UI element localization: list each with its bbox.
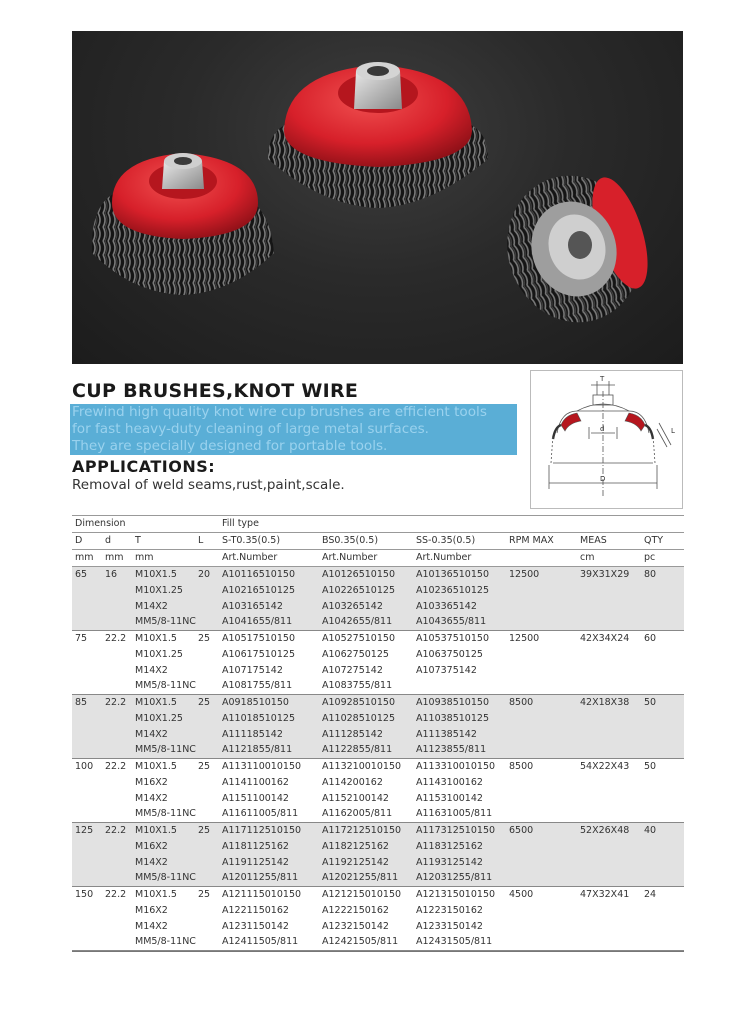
cell-ss: A121315010150 (416, 889, 496, 900)
table-row (72, 870, 684, 886)
table-row (72, 695, 684, 711)
cell-bs: A121215010150 (322, 889, 402, 900)
cell-D: 125 (75, 825, 94, 836)
cell-ss: A10236510125 (416, 584, 489, 596)
cell-ss: A1223150162 (416, 904, 483, 916)
cell-bs: A12421505/811 (322, 936, 399, 948)
cell-T: M16X2 (135, 840, 168, 852)
cell-s: A1121855/811 (222, 744, 293, 756)
table-header-row (72, 533, 684, 550)
table-row (72, 791, 684, 807)
table-row (72, 806, 684, 822)
table-header-row (72, 516, 684, 533)
description-line: They are specially designed for portable tools. (72, 438, 388, 454)
table-row-group (72, 887, 684, 951)
cell-bs: A10226510125 (322, 584, 395, 596)
cell-bs: A1122855/811 (322, 744, 393, 756)
cup-brush-right (488, 158, 659, 340)
cell-rpm: 8500 (509, 697, 534, 708)
cell-ss: A107375142 (416, 664, 477, 676)
cell-rpm: 6500 (509, 825, 534, 836)
cell-s: A10116510150 (222, 569, 295, 580)
cell-T: MM5/8-11NC (135, 616, 196, 628)
cell-s: A0918510150 (222, 697, 289, 708)
product-title: CUP BRUSHES,KNOT WIRE (72, 380, 359, 402)
cell-bs: A1062750125 (322, 648, 389, 660)
cell-meas: 39X31X29 (580, 569, 630, 580)
unit-s: Art.Number (222, 552, 278, 563)
unit-T: mm (135, 552, 154, 563)
cell-bs: A117212510150 (322, 825, 402, 836)
cell-qty: 24 (644, 889, 657, 900)
cell-T: M10X1.25 (135, 712, 183, 724)
product-photo (72, 31, 683, 364)
table-row (72, 775, 684, 791)
cell-bs: A1182125162 (322, 840, 389, 852)
cell-d: 22.2 (105, 761, 127, 772)
table-row (72, 614, 684, 630)
cell-s: A10216510125 (222, 584, 295, 596)
cell-T: M10X1.5 (135, 633, 177, 644)
header-meas: MEAS (580, 535, 607, 546)
cell-T: M16X2 (135, 776, 168, 788)
cell-d: 22.2 (105, 825, 127, 836)
cell-D: 150 (75, 889, 94, 900)
cell-meas: 42X18X38 (580, 697, 630, 708)
table-row (72, 583, 684, 599)
cell-s: A1231150142 (222, 920, 289, 932)
cell-ss: A10938510150 (416, 697, 489, 708)
cell-s: A10617510125 (222, 648, 295, 660)
cell-bs: A107275142 (322, 664, 383, 676)
product-description (72, 404, 532, 455)
cup-brush-left (92, 153, 274, 295)
diagram-label-D: D (600, 475, 606, 483)
table-row (72, 567, 684, 583)
cell-rpm: 4500 (509, 889, 534, 900)
cell-D: 75 (75, 633, 88, 644)
cell-qty: 40 (644, 825, 657, 836)
cell-L: 20 (198, 569, 211, 580)
cell-bs: A1042655/811 (322, 616, 393, 628)
cell-T: M14X2 (135, 856, 168, 868)
cell-D: 65 (75, 569, 88, 580)
cell-s: A11611005/811 (222, 808, 299, 820)
cell-qty: 80 (644, 569, 657, 580)
cell-s: A1041655/811 (222, 616, 293, 628)
cell-ss: A1183125162 (416, 840, 483, 852)
cell-d: 22.2 (105, 697, 127, 708)
description-line: Frewind high quality knot wire cup brushes are efficient tools (72, 404, 487, 420)
cell-T: M14X2 (135, 792, 168, 804)
unit-qty: pc (644, 552, 656, 563)
cell-T: MM5/8-11NC (135, 744, 196, 756)
cell-meas: 47X32X41 (580, 889, 630, 900)
cell-s: A107175142 (222, 664, 283, 676)
cell-s: A1081755/811 (222, 680, 293, 692)
cell-meas: 52X26X48 (580, 825, 630, 836)
cell-ss: A11631005/811 (416, 808, 493, 820)
cell-ss: A1043655/811 (416, 616, 487, 628)
diagram-label-d: d (600, 425, 605, 433)
cell-L: 25 (198, 825, 211, 836)
cell-bs: A1232150142 (322, 920, 389, 932)
table-row (72, 647, 684, 663)
cell-qty: 50 (644, 761, 657, 772)
table-row (72, 919, 684, 935)
cell-s: A11018510125 (222, 712, 295, 724)
cell-bs: A10928510150 (322, 697, 395, 708)
header-T: T (135, 535, 141, 546)
cup-brush-center (268, 62, 488, 208)
cell-T: M14X2 (135, 600, 168, 612)
cell-s: A121115010150 (222, 889, 302, 900)
unit-ss: Art.Number (416, 552, 472, 563)
header-qty: QTY (644, 535, 664, 546)
header-ss: SS-0.35(0.5) (416, 535, 476, 546)
unit-D: mm (75, 552, 94, 563)
cup-brush-dimension-drawing (531, 371, 682, 508)
cell-ss: A10136510150 (416, 569, 489, 580)
table-row (72, 711, 684, 727)
cell-rpm: 12500 (509, 633, 540, 644)
cell-bs: A1083755/811 (322, 680, 393, 692)
cell-T: M10X1.25 (135, 648, 183, 660)
table-row (72, 742, 684, 758)
table-header-row (72, 550, 684, 567)
header-fill-type: Fill type (222, 518, 259, 529)
cell-s: A111185142 (222, 728, 283, 740)
table-row-group (72, 823, 684, 887)
cell-L: 25 (198, 761, 211, 772)
cell-ss: A10537510150 (416, 633, 489, 644)
cell-L: 25 (198, 889, 211, 900)
cell-T: M10X1.5 (135, 697, 177, 708)
header-d: d (105, 535, 112, 546)
cell-ss: A117312510150 (416, 825, 496, 836)
cell-rpm: 8500 (509, 761, 534, 772)
table-row (72, 887, 684, 903)
cell-s: A12011255/811 (222, 872, 299, 884)
cell-ss: A113310010150 (416, 761, 496, 772)
cell-s: A103165142 (222, 600, 283, 612)
table-row (72, 663, 684, 679)
table-body (72, 567, 684, 951)
cell-meas: 42X34X24 (580, 633, 630, 644)
diagram-label-T: T (600, 375, 605, 383)
cell-ss: A12031255/811 (416, 872, 493, 884)
unit-bs: Art.Number (322, 552, 378, 563)
header-s: S-T0.35(0.5) (222, 535, 281, 546)
table-row (72, 678, 684, 694)
table-row (72, 855, 684, 871)
cell-bs: A1222150162 (322, 904, 389, 916)
cell-s: A1151100142 (222, 792, 289, 804)
header-D: D (75, 535, 83, 546)
cell-T: M14X2 (135, 664, 168, 676)
header-bs: BS0.35(0.5) (322, 535, 379, 546)
cell-L: 25 (198, 633, 211, 644)
cell-bs: A1152100142 (322, 792, 389, 804)
applications-text: Removal of weld seams,rust,paint,scale. (72, 477, 345, 493)
cell-bs: A1192125142 (322, 856, 389, 868)
cell-T: M10X1.5 (135, 889, 177, 900)
cell-ss: A11038510125 (416, 712, 489, 724)
cell-T: M14X2 (135, 728, 168, 740)
unit-meas: cm (580, 552, 595, 563)
cell-ss: A1153100142 (416, 792, 483, 804)
table-row-group (72, 567, 684, 631)
cell-s: A12411505/811 (222, 936, 299, 948)
cell-T: MM5/8-11NC (135, 808, 196, 820)
cell-qty: 50 (644, 697, 657, 708)
table-row-group (72, 631, 684, 695)
cell-L: 25 (198, 697, 211, 708)
cell-bs: A114200162 (322, 776, 383, 788)
cup-brushes-image (72, 31, 683, 364)
cell-bs: A1162005/811 (322, 808, 393, 820)
cell-ss: A1123855/811 (416, 744, 487, 756)
table-row (72, 823, 684, 839)
cell-bs: A113210010150 (322, 761, 402, 772)
cell-d: 22.2 (105, 633, 127, 644)
header-L: L (198, 535, 204, 546)
cell-ss: A1233150142 (416, 920, 483, 932)
cell-D: 85 (75, 697, 88, 708)
cell-s: A1191125142 (222, 856, 289, 868)
cell-T: M10X1.5 (135, 569, 177, 580)
unit-d: mm (105, 552, 124, 563)
table-row-group (72, 695, 684, 759)
cell-bs: A103265142 (322, 600, 383, 612)
cell-bs: A111285142 (322, 728, 383, 740)
cell-ss: A1193125142 (416, 856, 483, 868)
cell-T: MM5/8-11NC (135, 936, 196, 948)
cell-d: 16 (105, 569, 118, 580)
table-row (72, 903, 684, 919)
cell-ss: A1063750125 (416, 648, 483, 660)
cell-s: A1221150162 (222, 904, 289, 916)
table-row (72, 631, 684, 647)
cell-T: MM5/8-11NC (135, 680, 196, 692)
diagram-label-L: L (671, 427, 675, 435)
cell-ss: A1143100162 (416, 776, 483, 788)
cell-T: M14X2 (135, 920, 168, 932)
cell-ss: A103365142 (416, 600, 477, 612)
cell-bs: A10527510150 (322, 633, 395, 644)
cell-D: 100 (75, 761, 94, 772)
cell-T: M16X2 (135, 904, 168, 916)
table-row (72, 599, 684, 615)
cell-meas: 54X22X43 (580, 761, 630, 772)
cell-bs: A11028510125 (322, 712, 395, 724)
cell-rpm: 12500 (509, 569, 540, 580)
header-dimension: Dimension (75, 518, 126, 529)
cell-T: M10X1.25 (135, 584, 183, 596)
cell-s: A1181125162 (222, 840, 289, 852)
technical-drawing (530, 370, 683, 509)
table-row (72, 839, 684, 855)
cell-ss: A12431505/811 (416, 936, 493, 948)
applications-heading: APPLICATIONS: (72, 457, 216, 476)
specification-table (72, 515, 684, 952)
cell-T: MM5/8-11NC (135, 872, 196, 884)
table-row (72, 934, 684, 950)
table-row (72, 759, 684, 775)
cell-d: 22.2 (105, 889, 127, 900)
cell-s: A113110010150 (222, 761, 302, 772)
cell-bs: A12021255/811 (322, 872, 399, 884)
cell-qty: 60 (644, 633, 657, 644)
description-line: for fast heavy-duty cleaning of large metal surfaces. (72, 421, 429, 437)
table-row-group (72, 759, 684, 823)
header-rpm: RPM MAX (509, 535, 554, 546)
cell-ss: A111385142 (416, 728, 477, 740)
cell-s: A10517510150 (222, 633, 295, 644)
cell-s: A1141100162 (222, 776, 289, 788)
cell-T: M10X1.5 (135, 761, 177, 772)
cell-s: A117112510150 (222, 825, 302, 836)
cell-T: M10X1.5 (135, 825, 177, 836)
table-row (72, 727, 684, 743)
cell-bs: A10126510150 (322, 569, 395, 580)
